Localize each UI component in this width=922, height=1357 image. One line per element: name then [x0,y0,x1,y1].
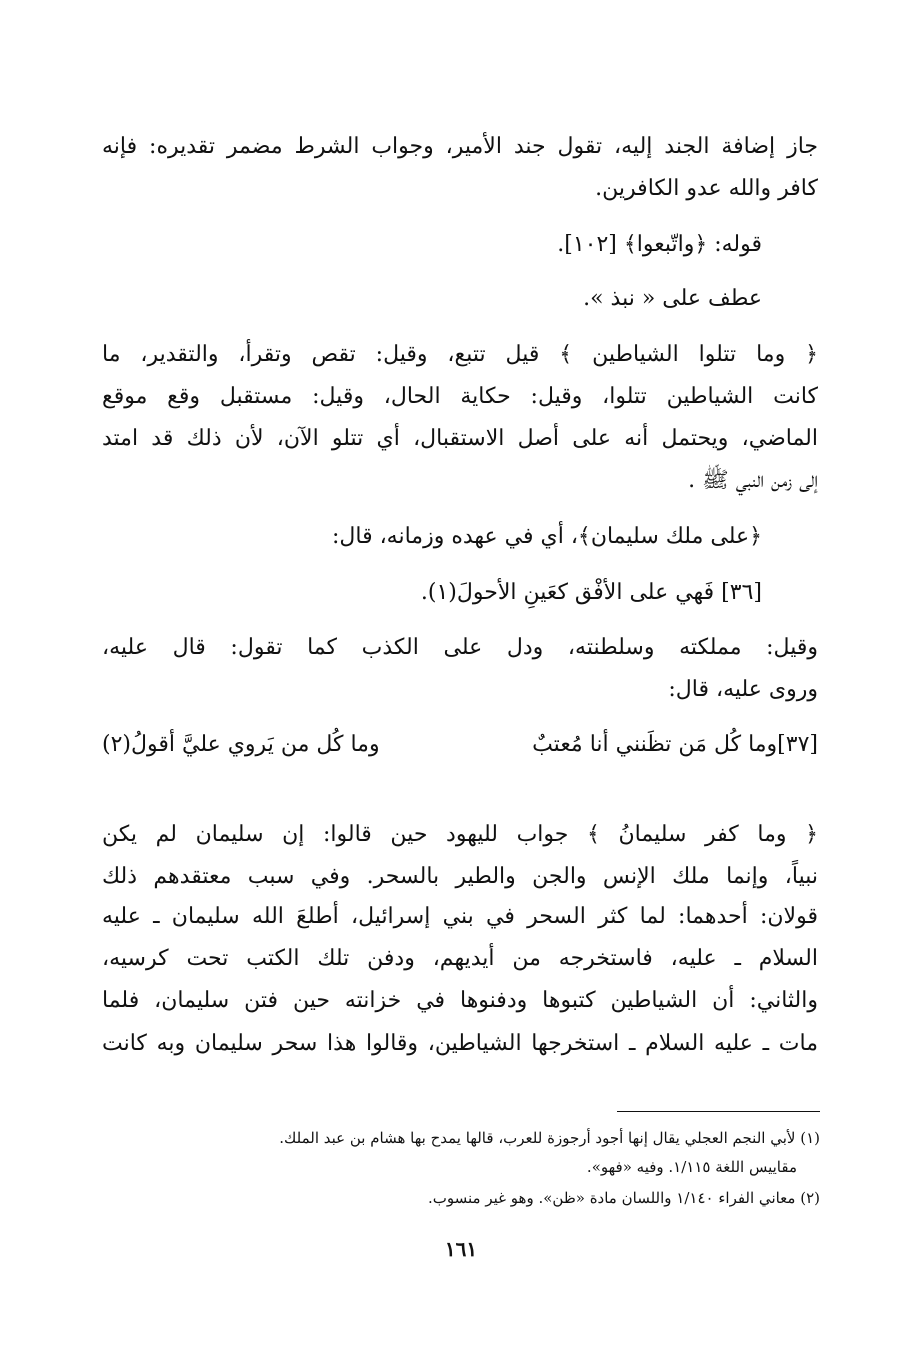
body-line-1: جاز إضافة الجند إليه، تقول جند الأمير، وجواب الشرط مضمر تقديره: فإنه [102,134,818,159]
body-line-8: إلى زمن النبي ﷺ . [688,468,818,493]
body-line-7: الماضي، ويحتمل أنه على أصل الاستقبال، أي تتلو الآن، لأن ذلك قد امتد [102,426,818,451]
body-line-6: كانت الشياطين تتلوا، وقيل: حكاية الحال، وقيل: مستقبل وقع موقع [102,384,818,409]
body-line-15: قولان: أحدهما: لما كثر السحر في بني إسرائيل، أطلعَ الله سليمان ـ عليه [102,904,818,929]
body-line-13: ﴿ وما كفر سليمانُ ﴾ جواب لليهود حين قالوا: إن سليمان لم يكن [102,822,818,847]
body-line-11: وقيل: مملكته وسلطنته، ودل على الكذب كما تقول: قال عليه، [102,635,818,660]
body-line-18: مات ـ عليه السلام ـ استخرجها الشياطين، وقالوا هذا سحر سليمان وبه كانت [102,1031,818,1056]
body-line-5: ﴿ وما تتلوا الشياطين ﴾ قيل تتبع، وقيل: تقص وتقرأ، والتقدير، ما [102,342,818,367]
page-number: ١٦١ [444,1237,478,1261]
body-line-14: نبياً، وإنما ملك الإنس والجن والطير بالسحر. وفي سبب معتقدهم ذلك [102,864,818,889]
body-line-12: وروى عليه، قال: [668,677,818,702]
poem-line-36: [٣٦] فَهي على الأفْق كعَينِ الأحولَ(١). [420,580,762,605]
body-line-16: السلام ـ عليه، فاستخرجه من أيديهم، ودفن تلك الكتب تحت كرسيه، [102,946,818,971]
footnote-1: (١) لأبي النجم العجلي يقال إنها أجود أرجوزة للعرب، قالها يمدح بها هشام بن عبد الملك. [279,1129,820,1147]
body-line-2: كافر والله عدو الكافرين. [595,176,818,201]
footnote-1-continuation: مقاييس اللغة ١/١١٥. وفيه «فهو». [586,1158,797,1176]
footnote-separator [617,1111,820,1112]
verse-37-second-hemistich: وما كُل من يَروي عليَّ أقولُ(٢) [102,732,380,757]
verse-37-first-hemistich: [٣٧]وما كُل مَن تظَنني أنا مُعتبٌ [532,732,818,757]
footnote-2: (٢) معاني الفراء ١/١٤٠ واللسان مادة «ظن». وهو غير منسوب. [428,1189,820,1207]
body-line-3: قوله: ﴿واتّبعوا﴾ [١٠٢]. [557,232,762,257]
body-line-17: والثاني: أن الشياطين كتبوها ودفنوها في خزانته حين فتن سليمان، فلما [102,988,818,1013]
body-line-9: ﴿على ملك سليمان﴾، أي في عهده وزمانه، قال: [331,524,762,549]
poem-line-37 [102,729,818,761]
body-line-4: عطف على « نبذ ». [583,286,762,311]
